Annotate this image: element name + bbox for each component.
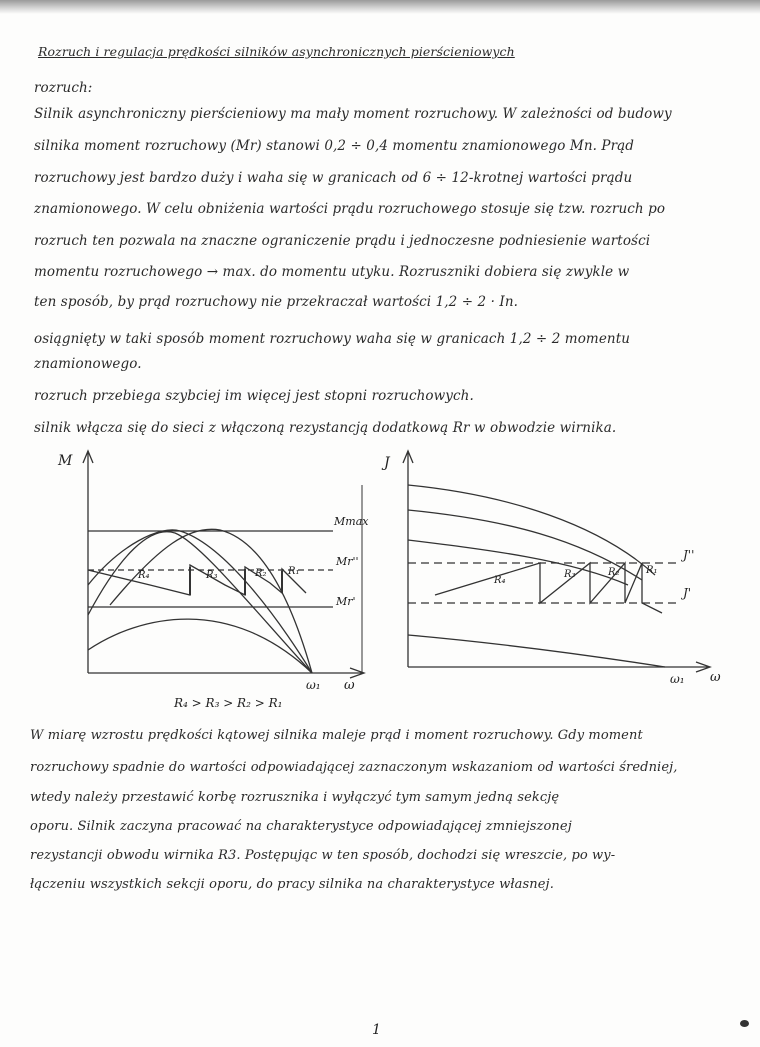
- curve-label: R₁: [646, 565, 658, 576]
- speed-end-label: ω₁: [670, 672, 685, 685]
- body-line: znamionowego.: [34, 356, 142, 372]
- scan-border: [0, 0, 760, 14]
- level-label-lower: Mr': [336, 595, 356, 608]
- body-line: ten sposób, by prąd rozruchowy nie przekraczał wartości 1,2 ÷ 2 · In.: [34, 294, 519, 310]
- body-line: rezystancji obwodu wirnika R3. Postępując w ten sposób, dochodzi się wreszcie, po wy-: [30, 848, 616, 863]
- body-line: łączeniu wszystkich sekcji oporu, do pracy silnika na charakterystyce własnej.: [30, 877, 554, 892]
- speed-end-label: ω₁: [306, 678, 321, 692]
- body-line: Silnik asynchroniczny pierścieniowy ma mały moment rozruchowy. W zależności od budowy: [34, 106, 672, 122]
- curve-label: R₁: [288, 566, 300, 577]
- page-title: Rozruch i regulacja prędkości silników asynchronicznych pierścieniowych: [38, 44, 515, 59]
- curve-label: R₄: [138, 570, 150, 581]
- body-line: rozruchowy jest bardzo duży i waha się w granicach od 6 ÷ 12-krotnej wartości prądu: [34, 170, 633, 186]
- body-line: W miarę wzrostu prędkości kątowej silnika maleje prąd i moment rozruchowy. Gdy moment: [30, 728, 643, 743]
- curve-label: R₂: [255, 568, 267, 579]
- current-level-lower: J': [683, 586, 692, 600]
- speed-axis-label: ω: [344, 678, 355, 693]
- current-speed-diagram: [380, 445, 730, 685]
- current-axis-label: J: [384, 455, 390, 471]
- ink-smudge: [740, 1020, 749, 1027]
- body-line: silnik włącza się do sieci z włączoną rezystancją dodatkową Rr w obwodzie wirnika.: [34, 420, 617, 436]
- curve-label: R₃: [206, 570, 218, 581]
- page-number: 1: [372, 1022, 381, 1038]
- torque-axis-label: M: [58, 453, 73, 469]
- torque-speed-diagram: [50, 445, 380, 715]
- body-line: rozruch ten pozwala na znaczne ograniczenie prądu i jednoczesne podniesienie wartości: [34, 233, 651, 249]
- speed-axis-label: ω: [710, 670, 721, 685]
- body-line: momentu rozruchowego → max. do momentu utyku. Rozruszniki dobiera się zwykle w: [34, 264, 630, 280]
- curve-label: R₄: [494, 575, 506, 586]
- curve-label: R₃: [564, 569, 576, 580]
- resistance-caption: R₄ > R₃ > R₂ > R₁: [174, 696, 283, 710]
- body-line: rozruch:: [34, 80, 93, 96]
- curve-label: R₂: [608, 567, 620, 578]
- body-line: rozruchowy spadnie do wartości odpowiadającej zaznaczonym wskazaniom od wartości średniej,: [30, 760, 678, 775]
- body-line: osiągnięty w taki sposób moment rozruchowy waha się w granicach 1,2 ÷ 2 momentu: [34, 331, 631, 347]
- body-line: rozruch przebiega szybciej im więcej jest stopni rozruchowych.: [34, 388, 474, 404]
- body-line: silnika moment rozruchowy (Mr) stanowi 0,2 ÷ 0,4 momentu znamionowego Mn. Prąd: [34, 138, 635, 154]
- body-line: wtedy należy przestawić korbę rozrusznika i wyłączyć tym samym jedną sekcję: [30, 790, 560, 805]
- current-level-upper: J'': [683, 548, 695, 562]
- body-line: znamionowego. W celu obniżenia wartości prądu rozruchowego stosuje się tzw. rozruch po: [34, 201, 666, 217]
- level-label-upper: Mr'': [336, 555, 359, 568]
- level-label-max: Mmax: [334, 515, 369, 528]
- body-line: oporu. Silnik zaczyna pracować na charakterystyce odpowiadającej zmniejszonej: [30, 819, 572, 834]
